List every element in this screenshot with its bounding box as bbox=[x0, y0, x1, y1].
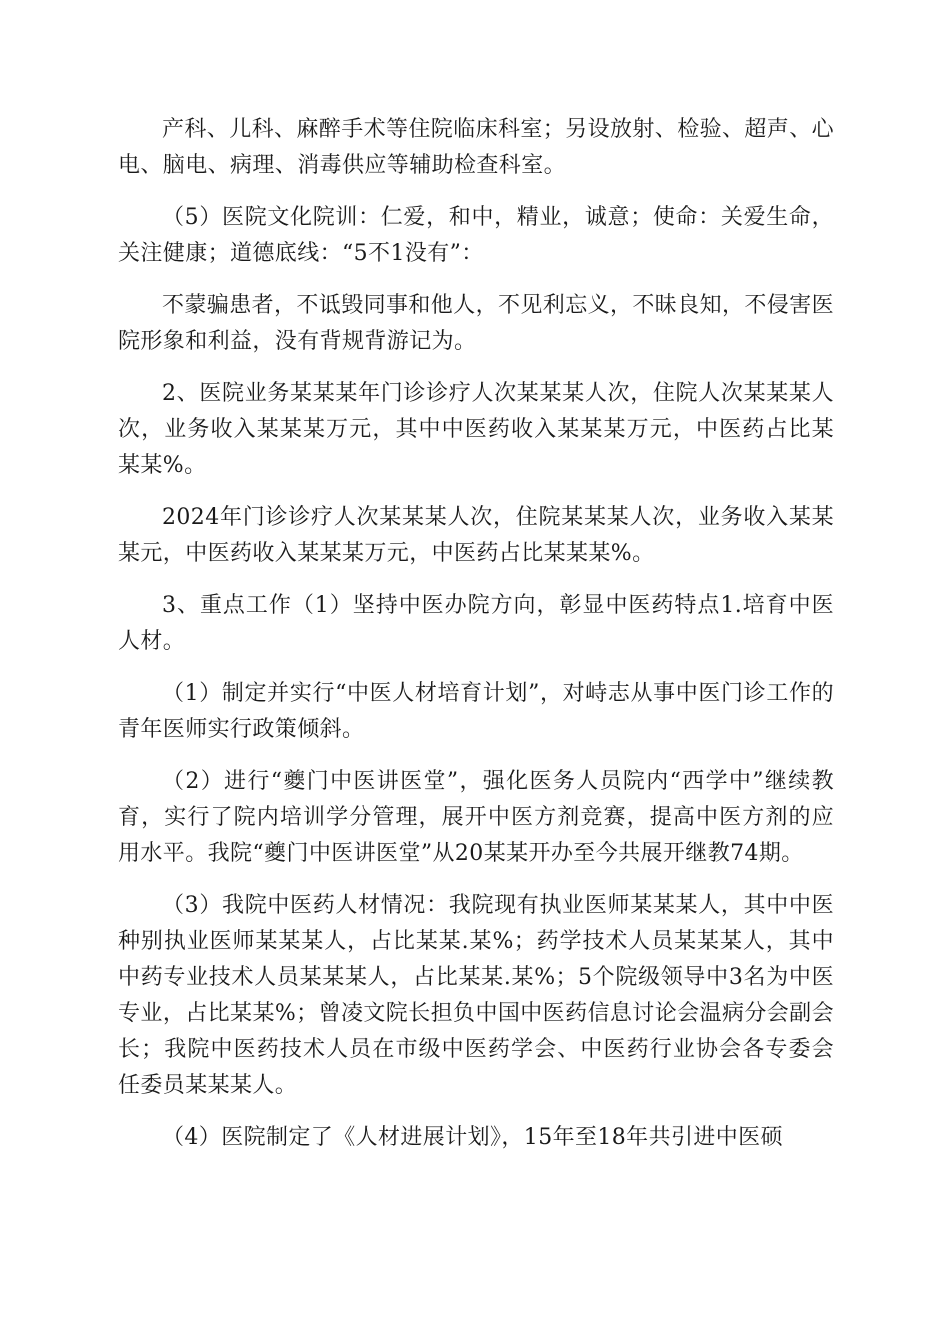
paragraph-talent-plan: （1）制定并实行“中医人材培育计划”，对峙志从事中医门诊工作的青年医师实行政策倾斜。 bbox=[118, 681, 834, 742]
paragraph-talent-situation: （3）我院中医药人材情况：我院现有执业医师某某某人，其中中医种别执业医师某某某人，占比某某.某%；药学技术人员某某某人，其中中药专业技术人员某某某人，占比某某.某%；5个院级领导中3名为中医专业，占比某某%；曾凌文院长担负中国中医药信息讨论会温病分会副会长；我院中医药技术人员在市级中医药学会、中医药行业协会各专委会任委员某某某人。 bbox=[118, 893, 834, 1098]
paragraph-lecture-hall: （2）进行“夔门中医讲医堂”，强化医务人员院内“西学中”继续教育，实行了院内培训学分管理，展开中医方剂竞赛，提高中医方剂的应用水平。我院“夔门中医讲医堂”从20某某开办至今共展开继教74期。 bbox=[118, 769, 834, 866]
document-body bbox=[118, 112, 834, 1172]
paragraph-hospital-culture: （5）医院文化院训：仁爱，和中，精业，诚意；使命：关爱生命，关注健康；道德底线：“5不1没有”： bbox=[118, 205, 834, 266]
paragraph-talent-development: （4）医院制定了《人材进展计划》，15年至18年共引进中医硕 bbox=[162, 1125, 783, 1150]
paragraph-ethics-bottom-line: 不蒙骗患者，不诋毁同事和他人，不见利忘义，不昧良知，不侵害医院形象和利益，没有背规背游记为。 bbox=[118, 293, 835, 354]
paragraph-departments: 产科、儿科、麻醉手术等住院临床科室；另设放射、检验、超声、心电、脑电、病理、消毒供应等辅助检查科室。 bbox=[118, 117, 835, 178]
paragraph-business-stats: 2、医院业务某某某年门诊诊疗人次某某某人次，住院人次某某某人次，业务收入某某某万元，其中中医药收入某某某万元，中医药占比某某某%。 bbox=[118, 381, 834, 478]
paragraph-key-work: 3、重点工作（1）坚持中医办院方向，彰显中医药特点1.培育中医人材。 bbox=[118, 593, 834, 654]
paragraph-2024-stats: 2024年门诊诊疗人次某某某人次，住院某某某人次，业务收入某某某元，中医药收入某某某万元，中医药占比某某某%。 bbox=[118, 505, 834, 566]
